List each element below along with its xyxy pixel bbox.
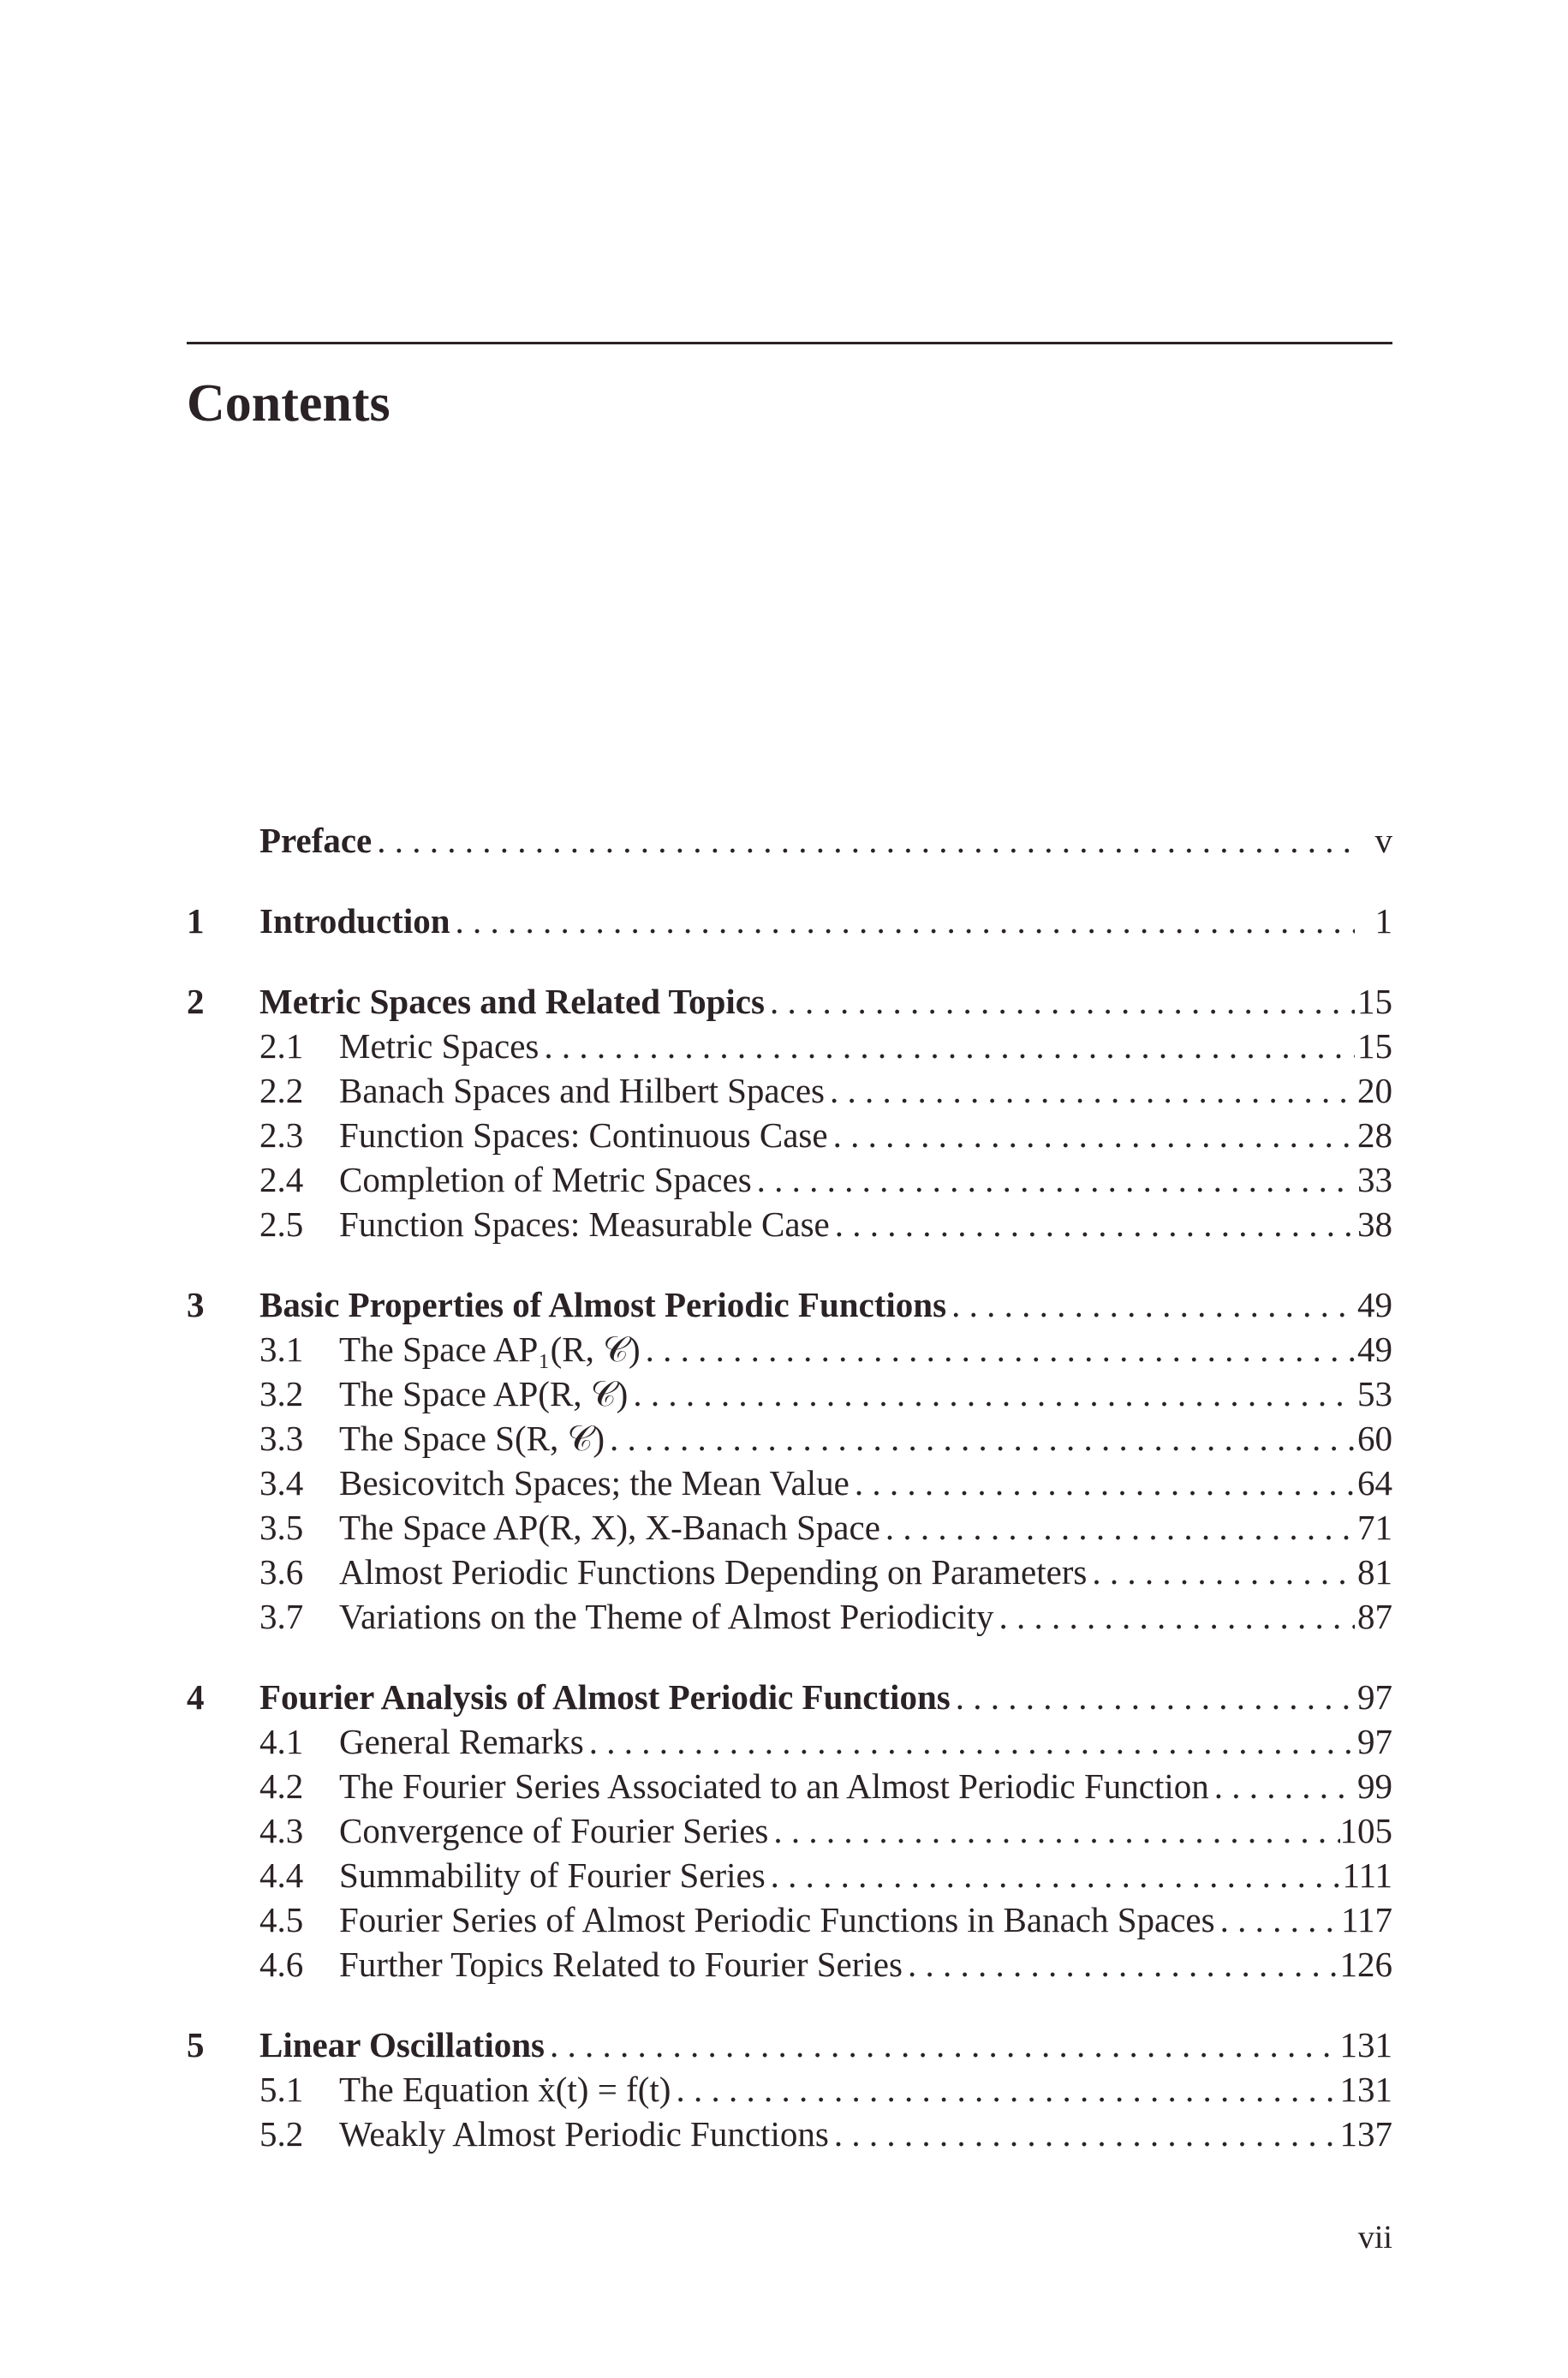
toc-entry-number: 4.6 — [259, 1945, 304, 1984]
toc-entry-title: Basic Properties of Almost Periodic Functions — [259, 1285, 947, 1324]
toc-section-entry[interactable] — [187, 1764, 1392, 1808]
toc-entry-title: Completion of Metric Spaces — [339, 1160, 752, 1199]
dot-leader — [825, 1068, 1355, 1113]
toc-section-entry[interactable] — [187, 1416, 1392, 1461]
dot-leader — [584, 1719, 1355, 1764]
toc-entry-title: Metric Spaces — [339, 1026, 540, 1066]
toc-entry-page: 28 — [1357, 1115, 1392, 1155]
toc-entry-title: Introduction — [259, 901, 450, 941]
dot-leader — [539, 1024, 1355, 1068]
toc-section-entry[interactable] — [187, 1157, 1392, 1202]
toc-section-entry[interactable] — [187, 1550, 1392, 1594]
dot-leader — [880, 1505, 1355, 1550]
toc-entry-page: 64 — [1357, 1463, 1392, 1503]
toc-entry-number: 4.1 — [259, 1722, 304, 1761]
dot-leader — [946, 1282, 1355, 1327]
toc-entry-number: 5.2 — [259, 2114, 304, 2154]
toc-entry-title: Preface — [259, 821, 373, 860]
toc-entry-title: Further Topics Related to Fourier Series — [339, 1945, 903, 1984]
toc-section-entry[interactable] — [187, 1371, 1392, 1416]
toc-section-entry[interactable] — [187, 1897, 1392, 1942]
toc-section-entry[interactable] — [187, 2067, 1392, 2112]
dot-leader — [766, 1853, 1343, 1897]
toc-entry-number: 2.3 — [259, 1115, 304, 1155]
toc-entry-page: 49 — [1357, 1285, 1392, 1324]
toc-entry-number: 3.5 — [259, 1508, 304, 1547]
toc-entry-number: 5.1 — [259, 2070, 304, 2109]
dot-leader — [830, 1202, 1355, 1246]
toc-entry-title: The Equation ẋ(t) = f(t) — [339, 2070, 671, 2109]
toc-section-entry[interactable] — [187, 1719, 1392, 1764]
toc-entry-number: 2.1 — [259, 1026, 304, 1066]
toc-entry-page: 87 — [1357, 1597, 1392, 1636]
toc-entry-number: 4 — [187, 1677, 205, 1717]
dot-leader — [641, 1327, 1355, 1371]
toc-entry-page: 60 — [1357, 1419, 1392, 1458]
toc-chapter-entry[interactable] — [187, 2022, 1392, 2067]
toc-entry-number: 3.7 — [259, 1597, 304, 1636]
toc-section-entry[interactable] — [187, 1068, 1392, 1113]
toc-chapter-entry[interactable] — [187, 979, 1392, 1024]
toc-entry-page: 111 — [1342, 1855, 1392, 1895]
dot-leader — [828, 1113, 1355, 1157]
toc-entry-title: General Remarks — [339, 1722, 584, 1761]
toc-entry-page: v — [1374, 821, 1392, 860]
toc-entry-title: The Space S(R, 𝒞) — [339, 1419, 605, 1458]
toc-entry-number: 3.1 — [259, 1329, 304, 1369]
dot-leader — [545, 2022, 1340, 2067]
toc-entry-page: 97 — [1357, 1677, 1392, 1717]
dot-leader — [829, 2112, 1340, 2156]
toc-entry-number: 3.6 — [259, 1552, 304, 1592]
toc-entry-title: Function Spaces: Continuous Case — [339, 1115, 828, 1155]
toc-entry-number: 2.5 — [259, 1204, 304, 1244]
toc-section-entry[interactable] — [187, 2112, 1392, 2156]
toc-entry-page: 71 — [1357, 1508, 1392, 1547]
page-title: Contents — [187, 374, 391, 433]
table-of-contents — [187, 818, 1392, 2156]
toc-entry-title: The Space AP(R, X), X-Banach Space — [339, 1508, 880, 1547]
dot-leader — [372, 818, 1355, 863]
toc-entry-title: Fourier Analysis of Almost Periodic Functions — [259, 1677, 951, 1717]
toc-entry-number: 2.2 — [259, 1071, 304, 1110]
dot-leader — [671, 2067, 1339, 2112]
toc-entry-page: 137 — [1339, 2114, 1392, 2154]
toc-chapter-entry[interactable] — [187, 899, 1392, 943]
toc-entry-page: 15 — [1357, 982, 1392, 1021]
toc-entry-title: The Space AP₁(R, 𝒞) — [339, 1329, 641, 1369]
toc-entry-title: The Fourier Series Associated to an Almost Periodic Function — [339, 1766, 1209, 1806]
toc-section-entry[interactable] — [187, 1202, 1392, 1246]
toc-entry-page: 20 — [1357, 1071, 1392, 1110]
dot-leader — [1209, 1764, 1355, 1808]
toc-section-entry[interactable] — [187, 1461, 1392, 1505]
toc-entry-number: 3 — [187, 1285, 205, 1324]
toc-entry-page: 131 — [1339, 2070, 1392, 2109]
toc-entry-number: 3.2 — [259, 1374, 304, 1413]
dot-leader — [752, 1157, 1355, 1202]
dot-leader — [768, 1808, 1339, 1853]
toc-entry-number: 4.4 — [259, 1855, 304, 1895]
toc-entry-page: 131 — [1339, 2025, 1392, 2064]
toc-entry-title: Linear Oscillations — [259, 2025, 545, 2064]
toc-entry-page: 38 — [1357, 1204, 1392, 1244]
toc-entry-page: 33 — [1357, 1160, 1392, 1199]
toc-entry-title: Banach Spaces and Hilbert Spaces — [339, 1071, 825, 1110]
toc-entry-number: 5 — [187, 2025, 205, 2064]
toc-entry-number: 1 — [187, 901, 205, 941]
toc-section-entry[interactable] — [187, 1594, 1392, 1639]
dot-leader — [850, 1461, 1355, 1505]
toc-entry-number: 4.5 — [259, 1900, 304, 1939]
toc-entry-page: 99 — [1357, 1766, 1392, 1806]
toc-section-entry[interactable] — [187, 1808, 1392, 1853]
toc-entry-page: 97 — [1357, 1722, 1392, 1761]
toc-entry-title: Convergence of Fourier Series — [339, 1811, 769, 1850]
dot-leader — [951, 1675, 1355, 1719]
toc-entry-title: Metric Spaces and Related Topics — [259, 982, 765, 1021]
toc-entry-number: 2 — [187, 982, 205, 1021]
toc-entry-page: 81 — [1357, 1552, 1392, 1592]
toc-entry-page: 1 — [1374, 901, 1392, 941]
toc-section-entry[interactable] — [187, 1942, 1392, 1987]
dot-leader — [903, 1942, 1340, 1987]
toc-entry-title: Summability of Fourier Series — [339, 1855, 766, 1895]
toc-entry-number: 3.4 — [259, 1463, 304, 1503]
top-rule — [187, 342, 1392, 344]
toc-entry-title: Almost Periodic Functions Depending on Parameters — [339, 1552, 1088, 1592]
toc-entry-number: 4.2 — [259, 1766, 304, 1806]
toc-entry-page: 126 — [1339, 1945, 1392, 1984]
toc-section-entry[interactable] — [187, 1024, 1392, 1068]
toc-entry-title: Function Spaces: Measurable Case — [339, 1204, 830, 1244]
page-number: vii — [1357, 2220, 1392, 2256]
toc-chapter-entry[interactable] — [187, 818, 1392, 863]
toc-entry-page: 15 — [1357, 1026, 1392, 1066]
toc-entry-title: Variations on the Theme of Almost Periodicity — [339, 1597, 994, 1636]
dot-leader — [765, 979, 1355, 1024]
dot-leader — [628, 1371, 1355, 1416]
toc-chapter-entry[interactable] — [187, 1675, 1392, 1719]
toc-section-entry[interactable] — [187, 1113, 1392, 1157]
toc-entry-number: 3.3 — [259, 1419, 304, 1458]
dot-leader — [450, 899, 1355, 943]
toc-section-entry[interactable] — [187, 1327, 1392, 1371]
toc-entry-page: 49 — [1357, 1329, 1392, 1369]
toc-section-entry[interactable] — [187, 1853, 1392, 1897]
dot-leader — [1087, 1550, 1355, 1594]
toc-entry-page: 117 — [1341, 1900, 1392, 1939]
dot-leader — [1215, 1897, 1341, 1942]
toc-chapter-entry[interactable] — [187, 1282, 1392, 1327]
toc-entry-page: 53 — [1357, 1374, 1392, 1413]
dot-leader — [993, 1594, 1355, 1639]
toc-entry-title: Weakly Almost Periodic Functions — [339, 2114, 829, 2154]
toc-entry-page: 105 — [1339, 1811, 1392, 1850]
toc-entry-title: Fourier Series of Almost Periodic Functions in Banach Spaces — [339, 1900, 1215, 1939]
toc-entry-title: The Space AP(R, 𝒞) — [339, 1374, 629, 1413]
toc-section-entry[interactable] — [187, 1505, 1392, 1550]
dot-leader — [605, 1416, 1355, 1461]
toc-entry-number: 2.4 — [259, 1160, 304, 1199]
toc-entry-title: Besicovitch Spaces; the Mean Value — [339, 1463, 850, 1503]
toc-entry-number: 4.3 — [259, 1811, 304, 1850]
